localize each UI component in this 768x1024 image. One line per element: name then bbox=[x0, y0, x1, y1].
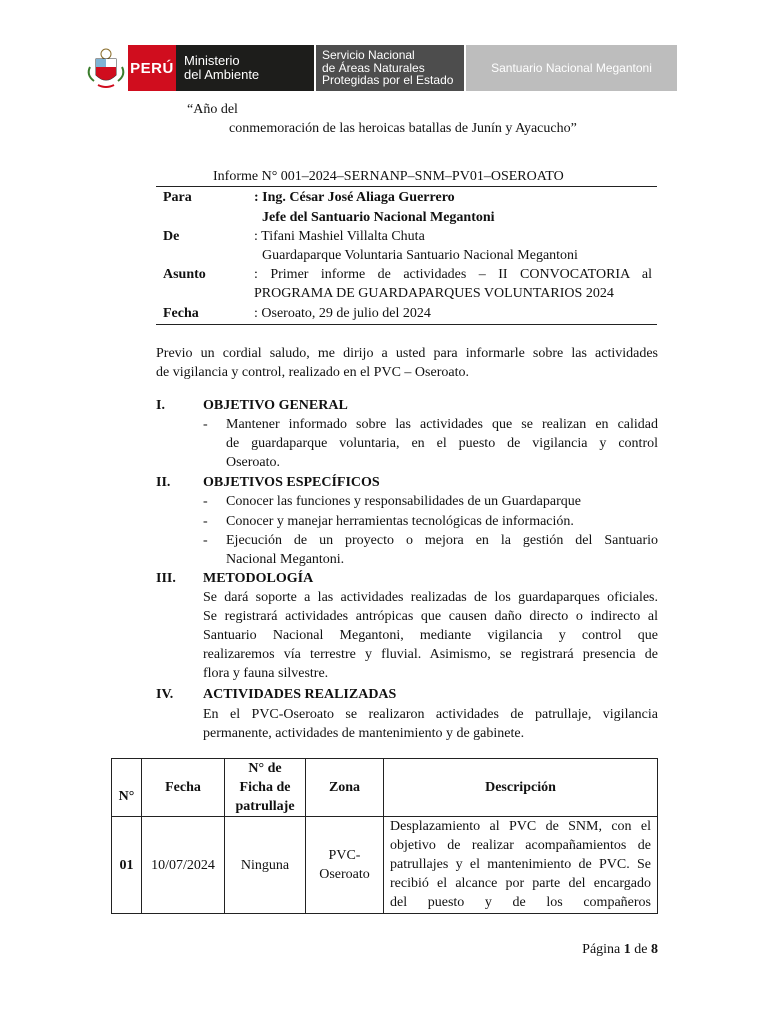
asunto-label: Asunto bbox=[163, 267, 206, 282]
table-header-row bbox=[112, 759, 658, 817]
desc-line-5: del puesto y de los compañeros bbox=[390, 895, 651, 910]
de-value: : Tifani Mashiel Villalta Chuta bbox=[254, 229, 425, 244]
s1-b1-line-1: Mantener informado sobre las actividades que se realizan en calidad bbox=[226, 417, 658, 432]
section-2-number: II. bbox=[156, 475, 171, 490]
th-ficha bbox=[225, 759, 306, 817]
fecha-label: Fecha bbox=[163, 306, 199, 321]
section-2-bullet-2: Conocer y manejar herramientas tecnológicas de información. bbox=[226, 514, 574, 529]
para-value: : Ing. César José Aliaga Guerrero bbox=[254, 190, 455, 205]
row-ficha: Ninguna bbox=[225, 817, 306, 914]
s3-line-1: Se dará soporte a las actividades realizadas de los guardaparques oficiales. bbox=[203, 590, 658, 605]
para-label: Para bbox=[163, 190, 192, 205]
intro-line-1: Previo un cordial saludo, me dirijo a usted para informarle sobre las actividades bbox=[156, 346, 658, 361]
asunto-value bbox=[254, 265, 652, 284]
s4-line-2: permanente, actividades de mantenimiento y de gabinete. bbox=[203, 726, 525, 741]
row-zona bbox=[306, 817, 384, 914]
motto-line-2: conmemoración de las heroicas batallas de Junín y Ayacucho” bbox=[229, 121, 577, 136]
para-position: Jefe del Santuario Nacional Megantoni bbox=[262, 210, 495, 225]
desc-line-4: recibió el alcance por parte del encargado bbox=[390, 876, 651, 891]
report-title: Informe N° 001–2024–SERNANP–SNM–PV01–OSEROATO bbox=[213, 169, 564, 184]
memo-top-rule bbox=[156, 186, 657, 187]
sernanp-line-3: Protegidas por el Estado bbox=[322, 73, 454, 88]
ministry-brand bbox=[176, 45, 314, 91]
row-fecha: 10/07/2024 bbox=[142, 817, 225, 914]
desc-line-3: patrullajes y el mantenimiento de PVC. Se bbox=[390, 857, 651, 872]
bullet-dash: - bbox=[203, 533, 208, 548]
th-zona: Zona bbox=[306, 759, 384, 817]
section-4-paragraph bbox=[203, 705, 658, 743]
section-3-number: III. bbox=[156, 571, 176, 586]
section-2-bullet-1: Conocer las funciones y responsabilidades de un Guardaparque bbox=[226, 494, 581, 509]
page-label: Página bbox=[582, 942, 621, 957]
ministry-line-1: Ministerio bbox=[184, 53, 240, 68]
sernanp-line-2: de Áreas Naturales bbox=[322, 60, 425, 75]
row-number: 01 bbox=[112, 817, 142, 914]
page-number bbox=[582, 942, 658, 958]
s4-line-1: En el PVC-Oseroato se realizaron actividades de patrullaje, vigilancia bbox=[203, 707, 658, 722]
sernanp-line-1: Servicio Nacional bbox=[322, 48, 415, 63]
row-descripcion bbox=[384, 817, 658, 914]
s2-b3-line-2: Nacional Megantoni. bbox=[226, 552, 345, 567]
de-position: Guardaparque Voluntaria Santuario Nacional Megantoni bbox=[262, 248, 578, 263]
de-label: De bbox=[163, 229, 180, 244]
memo-bottom-rule bbox=[156, 324, 657, 325]
peru-coat-of-arms-icon bbox=[84, 45, 128, 91]
row-zona-line-2: Oseroato bbox=[319, 867, 370, 882]
peru-brand: PERÚ bbox=[128, 45, 176, 91]
desc-line-1: Desplazamiento al PVC de SNM, con el bbox=[390, 819, 651, 834]
page-total: 8 bbox=[651, 942, 658, 957]
bullet-dash: - bbox=[203, 417, 208, 432]
page-current: 1 bbox=[623, 942, 631, 957]
activities-table bbox=[111, 758, 658, 914]
section-4-title: ACTIVIDADES REALIZADAS bbox=[203, 687, 397, 702]
bullet-dash: - bbox=[203, 514, 208, 529]
th-number: N° bbox=[112, 759, 142, 817]
section-1-title: OBJETIVO GENERAL bbox=[203, 398, 348, 413]
row-zona-line-1: PVC- bbox=[328, 848, 361, 863]
intro-paragraph bbox=[156, 344, 658, 382]
s3-line-2: Se registrará actividades antrópicas que causen daño directo o indirecto al bbox=[203, 609, 658, 624]
s2-b3-line-1: Ejecución de un proyecto o mejora en la gestión del Santuario bbox=[226, 533, 658, 548]
asunto-line-1: : Primer informe de actividades – II CONVOCATORIA al bbox=[254, 267, 652, 282]
santuario-brand: Santuario Nacional Megantoni bbox=[466, 45, 677, 91]
section-3-title: METODOLOGÍA bbox=[203, 571, 314, 586]
page-of: de bbox=[634, 942, 648, 957]
th-ficha-line-1: N° de bbox=[248, 761, 282, 776]
s1-b1-line-2: de guardaparque voluntaria, en el puesto de vigilancia y control bbox=[226, 436, 658, 451]
s3-line-5: flora y fauna silvestre. bbox=[203, 666, 329, 681]
th-descripcion: Descripción bbox=[384, 759, 658, 817]
ministry-line-2: del Ambiente bbox=[184, 67, 260, 82]
fecha-value: : Oseroato, 29 de julio del 2024 bbox=[254, 306, 431, 321]
sernanp-brand bbox=[316, 45, 464, 91]
table-row bbox=[112, 817, 658, 914]
section-4-number: IV. bbox=[156, 687, 174, 702]
s3-line-4: realizaremos vía terrestre y fluvial. Asimismo, se registrará presencia de bbox=[203, 647, 658, 662]
section-1-bullet-1 bbox=[226, 415, 658, 472]
th-ficha-line-2: Ficha de bbox=[239, 780, 291, 795]
bullet-dash: - bbox=[203, 494, 208, 509]
section-2-bullet-3 bbox=[226, 531, 658, 569]
s1-b1-line-3: Oseroato. bbox=[226, 455, 281, 470]
th-ficha-line-3: patrullaje bbox=[235, 799, 295, 814]
motto-line-1: “Año del bbox=[187, 102, 238, 117]
th-fecha: Fecha bbox=[142, 759, 225, 817]
header-logos bbox=[84, 45, 677, 91]
intro-line-2: de vigilancia y control, realizado en el PVC – Oseroato. bbox=[156, 365, 469, 380]
s3-line-3: Santuario Nacional Megantoni, mediante vigilancia y control que bbox=[203, 628, 658, 643]
desc-line-2: objetivo de realizar acompañamientos de bbox=[390, 838, 651, 853]
section-2-title: OBJETIVOS ESPECÍFICOS bbox=[203, 475, 380, 490]
asunto-line-2: PROGRAMA DE GUARDAPARQUES VOLUNTARIOS 2024 bbox=[254, 286, 614, 301]
section-1-number: I. bbox=[156, 398, 165, 413]
section-3-paragraph bbox=[203, 588, 658, 683]
